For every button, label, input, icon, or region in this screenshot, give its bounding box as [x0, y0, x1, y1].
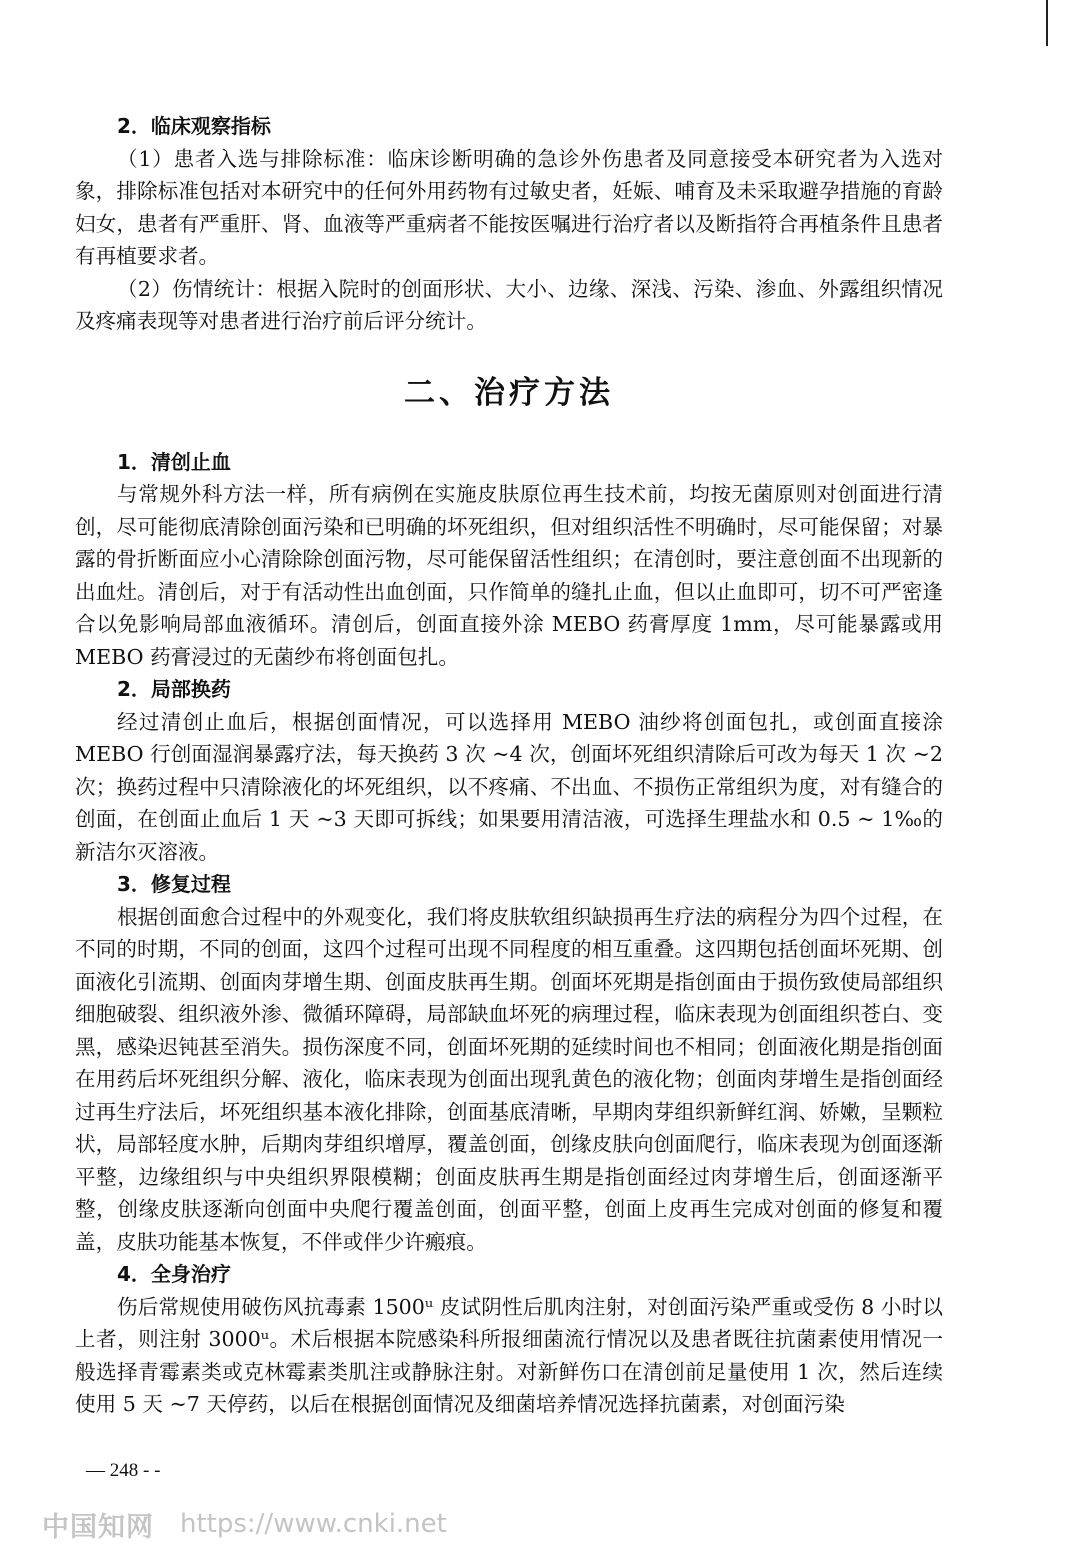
heading-systemic-treatment: 4．全身治疗 — [117, 1262, 231, 1286]
heading-debridement: 1．清创止血 — [117, 449, 231, 474]
paragraph-repair-process: 根据创面愈合过程中的外观变化，我们将皮肤软组织缺损再生疗法的病程分为四个过程，在不同的时期，不同的创面，这四个过程可出现不同程度的相互重叠。这四期包括创面坏死期、创面液化引流期、创面肉芽增生期、创面皮肤再生期。创面坏死期是指创面由于损伤致使局部组织细胞破裂、组织液外渗、微循环障碍，局部缺血坏死的病理过程，临床表现为创面组织苍白、变黑，感染迟钝甚至消失。损伤深度不同，创面坏死期的延续时间也不相同；创面液化期是指创面在用药后坏死组织分解、液化，临床表现为创面出现乳黄色的液化物；创面肉芽增生是指创面经过再生疗法后，坏死组织基本液化排除，创面基底清晰，早期肉芽组织新鲜红润、娇嫩，呈颗粒状，局部轻度水肿，后期肉芽组织增厚，覆盖创面，创缘皮肤向创面爬行，临床表现为创面逐渐平整，边缘组织与中央组织界限模糊；创面皮肤再生期是指创面经过肉芽增生后，创面逐渐平整，创缘皮肤逐渐向创面中央爬行覆盖创面，创面平整，创面上皮再生完成对创面的修复和覆盖，皮肤功能基本恢复，不伴或伴少许瘢痕。 — [75, 904, 943, 1254]
heading-repair-process: 3．修复过程 — [117, 872, 231, 896]
page-body — [75, 110, 943, 1421]
cnki-url[interactable]: https://www.cnki.net — [180, 1509, 447, 1539]
page-number: — 248 - - — [86, 1460, 161, 1481]
paragraph-debridement: 与常规外科方法一样，所有病例在实施皮肤原位再生技术前，均按无菌原则对创面进行清创，尽可能彻底清除创面污染和已明确的坏死组织，但对组织活性不明确时，尽可能保留；对暴露的骨折断面应小心清除除创面污物，尽可能保留活性组织；在清创时，要注意创面不出现新的出血灶。清创后，对于有活动性出血创面，只作简单的缝扎止血，但以止血即可，切不可严密逢合以免影响局部血液循环。清创后，创面直接外涂 MEBO 药膏厚度 1mm，尽可能暴露或用 MEBO 药膏浸过的无菌纱布将创面包扎。 — [75, 482, 943, 669]
paragraph-inclusion-criteria: （1）患者入选与排除标准：临床诊断明确的急诊外伤患者及同意接受本研究者为入选对象，排除标准包括对本研究中的任何外用药物有过敏史者，妊娠、哺育及未采取避孕措施的育龄妇女，患者有严重肝、肾、血液等严重病者不能按医嘱进行治疗者以及断指符合再植条件且患者有再植要求者。 — [75, 146, 943, 268]
section-title: 二、治疗方法 — [404, 374, 614, 411]
paragraph-injury-statistics: （2）伤情统计：根据入院时的创面形状、大小、边缘、深浅、污染、渗血、外露组织情况及疼痛表现等对患者进行治疗前后评分统计。 — [75, 276, 943, 333]
heading-clinical-indicators: 2．临床观察指标 — [117, 114, 271, 138]
paragraph-local-dressing: 经过清创止血后，根据创面情况，可以选择用 MEBO 油纱将创面包扎，或创面直接涂 MEBO 行创面湿润暴露疗法，每天换药 3 次 ~4 次，创面坏死组织清除后可改为每天 1 次 ~2 次；换药过程中只清除液化的坏死组织，以不疼痛、不出血、不损伤正常组织为度，对有缝合的创面，在创面止血后 1 天 ~3 天即可拆线；如果要用清洁液，可选择生理盐水和 0.5 ~ 1‰的新洁尔灭溶液。 — [75, 709, 943, 864]
footer-watermark — [42, 1504, 447, 1544]
heading-local-dressing: 2．局部换药 — [117, 677, 231, 701]
scan-edge-line — [1046, 0, 1048, 46]
paragraph-systemic-treatment: 伤后常规使用破伤风抗毒素 1500ᵘ 皮试阴性后肌肉注射，对创面污染严重或受伤 8 小时以上者，则注射 3000ᵘ。术后根据本院感染科所报细菌流行情况以及患者既往抗菌素使用情况一般选择青霉素类或克林霉素类肌注或静脉注射。对新鲜伤口在清创前足量使用 1 次，然后连续使用 5 天 ~7 天停药，以后在根据创面情况及细菌培养情况选择抗菌素，对创面污染 — [75, 1294, 943, 1416]
cnki-logo: 中国知网 — [42, 1511, 154, 1543]
